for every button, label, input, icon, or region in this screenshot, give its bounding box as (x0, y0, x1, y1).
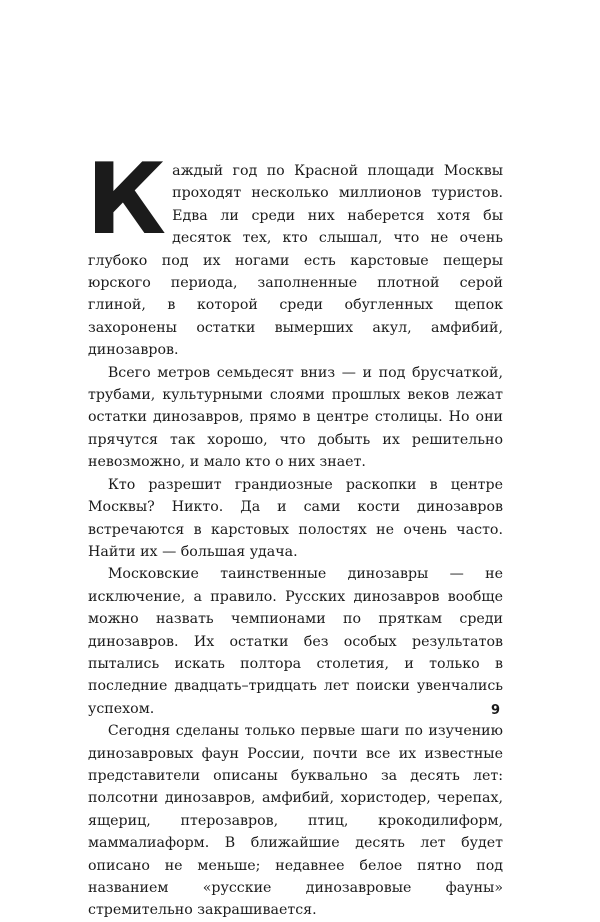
body-text (86, 143, 503, 922)
paragraph-1 (86, 143, 503, 362)
paragraph-4: Московские таинственные динозавры — не исключение, а правило. Русских динозавров вообще можно назвать чемпионами по пряткам среди динозавров. Их остатки без особых результатов пытались искать полтора столетия, и только в последние двадцать–тридцать лет поиски увенчались успехом. (88, 566, 503, 717)
paragraph-1-text: аждый год по Красной площади Москвы проходят несколько миллионов туристов. Едва ли среди них наберется хотя бы десяток тех, кто слышал, что не очень глубоко под их ногами есть карстовые пещеры юрского периода, заполненные плотной серой глиной, в которой среди обугленных щепок захоронены остатки вымерших акул, амфибий, динозавров. (88, 163, 503, 359)
page-number: 9 (490, 703, 500, 718)
paragraph-5: Сегодня сделаны только первые шаги по изучению динозавровых фаун России, почти все их известные представители описаны буквально за десять лет: полсотни динозавров, амфибий, хористодер, черепах, ящериц, птерозавров, птиц, крокодилиформ, маммалиаформ. В ближайшие десять лет будет описано не меньше; недавнее белое пятно под названием «русские динозавровые фауны» стремительно закрашивается. (88, 723, 503, 919)
paragraph-2: Всего метров семьдесят вниз — и под брусчаткой, трубами, культурными слоями прошлых веков лежат остатки динозавров, прямо в центре столицы. Но они прячутся так хорошо, что добыть их решительно невозможно, и мало кто о них знает. (88, 364, 503, 471)
drop-cap: К (86, 143, 167, 257)
paragraph-3: Кто разрешит грандиозные раскопки в центре Москвы? Никто. Да и сами кости динозавров встречаются в карстовых полостях не очень часто. Найти их — большая удача. (88, 476, 503, 560)
